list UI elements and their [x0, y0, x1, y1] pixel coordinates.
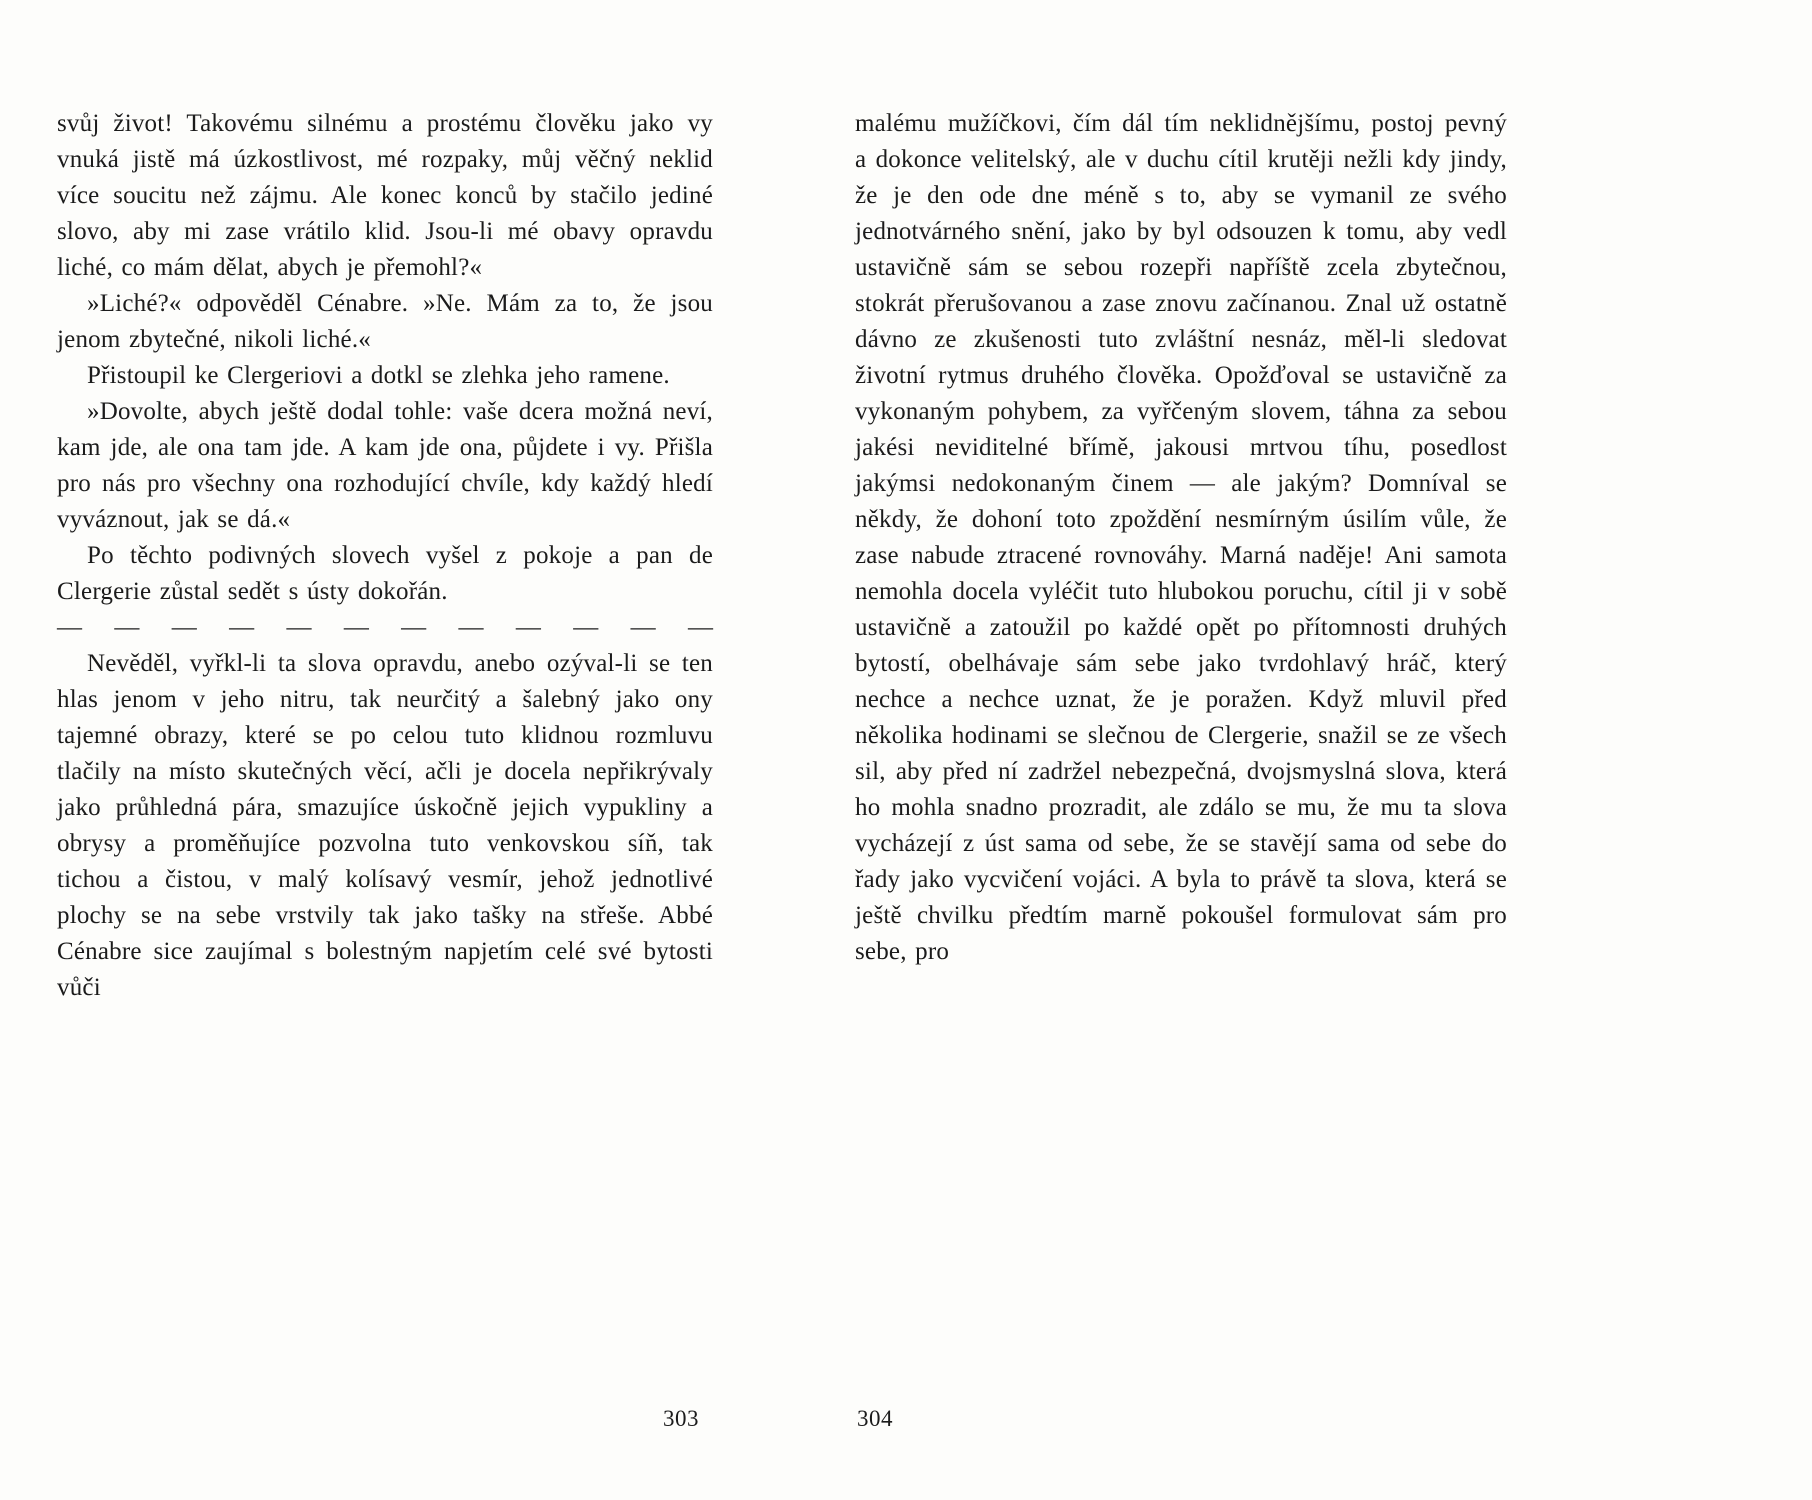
paragraph: Přistoupil ke Clergeriovi a dotkl se zlehka jeho ramene.	[87, 362, 670, 389]
page-text	[57, 0, 713, 1006]
page-number: 303	[663, 1406, 699, 1431]
paragraph: »Liché?« odpověděl Cénabre. »Ne. Mám za to, že jsou jenom zbytečné, nikoli liché.«	[57, 290, 713, 353]
paragraph: malému mužíčkovi, čím dál tím neklidnějšímu, postoj pevný a dokonce velitelský, ale v duchu cítil krutěji nežli kdy jindy, že je den ode dne méně s to, aby se vymanil ze svého jednotvárného snění, jako by byl odsouzen k tomu, aby vedl ustavičně sám se sebou rozepři napříště zcela zbytečnou, stokrát přerušovanou a zase znovu začínanou. Znal už ostatně dávno ze zkušenosti tuto zvláštní nesnáz, měl-li sledovat životní rytmus druhého člověka. Opožďoval se ustavičně za vykonaným pohybem, za vyřčeným slovem, táhna za sebou jakési neviditelné břímě, jakousi mrtvou tíhu, posedlost jakýmsi nedokonaným činem — ale jakým? Domníval se někdy, že dohoní toto zpoždění nesmírným úsilím vůle, že zase nabude ztracené rovnováhy. Marná naděje! Ani samota nemohla docela vyléčit tuto hlubokou poruchu, cítil ji v sobě ustavičně a zatoužil po každé opět po přítomnosti druhých bytostí, obelhávaje sám sebe jako tvrdohlavý hráč, který nechce a nechce uznat, že je poražen. Když mluvil před několika hodinami se slečnou de Clergerie, snažil se ze všech sil, aby před ní zadržel nebezpečná, dvojsmyslná slova, která ho mohla snadno prozradit, ale zdálo se mu, že mu ta slova vycházejí z úst sama od sebe, že se stavějí sama od sebe do řady jako vycvičení vojáci. A byla to právě ta slova, která se ještě chvilku předtím marně pokoušel formulovat sám pro sebe, pro	[855, 110, 1507, 965]
page-text	[855, 0, 1507, 970]
page-number: 304	[857, 1406, 893, 1431]
paragraph: »Dovolte, abych ještě dodal tohle: vaše dcera možná neví, kam jde, ale ona tam jde. A kam jde ona, půjdete i vy. Přišla pro nás pro všechny ona rozhodující chvíle, kdy každý hledí vyváznout, jak se dá.«	[57, 398, 713, 533]
section-divider: — — — — — — — — — — — —	[57, 614, 713, 641]
paragraph: Po těchto podivných slovech vyšel z pokoje a pan de Clergerie zůstal sedět s ústy dokořán.	[57, 542, 713, 605]
book-page-right	[855, 0, 1507, 1500]
book-page-left	[57, 0, 713, 1500]
paragraph: svůj život! Takovému silnému a prostému člověku jako vy vnuká jistě má úzkostlivost, mé rozpaky, můj věčný neklid více soucitu než zájmu. Ale konec konců by stačilo jediné slovo, aby mi zase vrátilo klid. Jsou-li mé obavy opravdu liché, co mám dělat, abych je přemohl?«	[57, 110, 713, 281]
paragraph: Nevěděl, vyřkl-li ta slova opravdu, anebo ozýval-li se ten hlas jenom v jeho nitru, tak neurčitý a šalebný jako ony tajemné obrazy, které se po celou tuto klidnou rozmluvu tlačily na místo skutečných věcí, ačli je docela nepřikrývaly jako průhledná pára, smazujíce úskočně jejich vypukliny a obrysy a proměňujíce pozvolna tuto venkovskou síň, tak tichou a čistou, v malý kolísavý vesmír, jehož jednotlivé plochy se na sebe vrstvily tak jako tašky na střeše. Abbé Cénabre sice zaujímal s bolestným napjetím celé své bytosti vůči	[57, 650, 713, 1001]
